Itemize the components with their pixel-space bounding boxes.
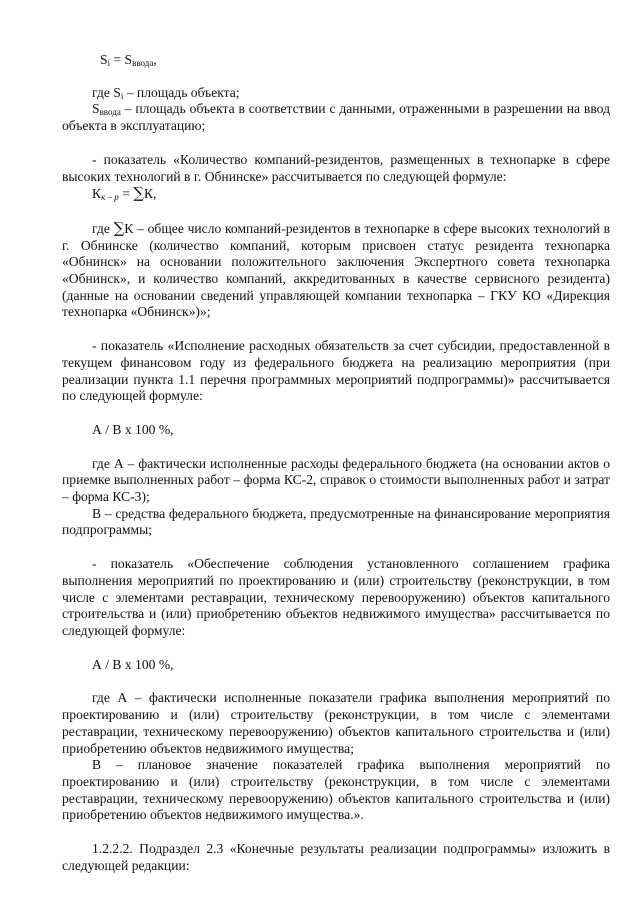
formula-ab-1: А / В х 100 %, <box>92 421 174 437</box>
clause-1-2-2-2: 1.2.2.2. Подраздел 2.3 «Конечные результаты реализации подпрограммы» изложить в следующей редакции: <box>62 841 610 873</box>
formula-k: $К_{к - р} = \sum К$, <box>92 184 157 203</box>
indicator-residents: - показатель «Количество компаний-резидентов, размещенных в технопарке в сфере высоких технологий в г. Обнинске» рассчитывается по следующей формуле: <box>62 151 610 184</box>
indicator-schedule: - показатель «Обеспечение соблюдения установленного соглашением графика выполнения мероприятий по проектированию и (или) строительству (реконструкции, в том числе с элементами реставрации, техническому перевооружению) объектов капитального строительства и (или) приобретению объектов недвижимого имущества» рассчитывается по следующей формуле: <box>62 556 610 638</box>
sigma-symbol: ∑ <box>113 218 125 237</box>
definition-b-1: В – средства федерального бюджета, предусмотренные на финансирование мероприятия подпрограммы; <box>62 505 610 538</box>
sigma-symbol: ∑ <box>133 184 144 203</box>
definition-b-2: В – плановое значение показателей графика выполнения мероприятий по проектированию и (или) строительству (реконструкции, в том числе с элементами реставрации, техническому перевооружению) объектов капитального строительства и (или) приобретению объектов недвижимого имущества.». <box>62 757 610 823</box>
definition-a-2: где А – фактически исполненные показатели графика выполнения мероприятий по проектированию и (или) строительству (реконструкции, в том числе с элементами реставрации, техническому перевооружению) объектов капитального строительства и (или) приобретению объектов недвижимого имущества; <box>62 690 610 756</box>
indicator-expenses: - показатель «Исполнение расходных обязательств за счет субсидии, предоставленной в текущем финансовом году из федерального бюджета на реализацию мероприятия (при реализации пункта 1.1 перечня программных мероприятий подпрограммы)» рассчитывается по следующей формуле: <box>62 338 610 404</box>
definition-k: где ∑К – общее число компаний-резидентов в технопарке в сфере высоких технологий в г. Обнинске (количество компаний, которым присвоен статус резидента технопарка «Обнинск» на основании положительного заключения Экспертного совета технопарка «Обнинск», и количество компаний, аккредитованных в качестве сервисного резидента) (данные на основании сведений управляющей компании технопарка – ГКУ КО «Дирекция технопарка «Обнинск»)»; <box>62 218 611 320</box>
formula-equals: = S <box>110 52 133 67</box>
formula-subscript: i <box>107 58 111 68</box>
formula-subscript: ввода <box>132 58 154 68</box>
definition-si: где $S_i$ – площадь объекта; <box>92 84 240 101</box>
definition-svvoda: $S_{ввода}$ – площадь объекта в соответствии с данными, отраженными в разрешении на ввод объекта в эксплуатацию; <box>62 101 610 134</box>
definition-a-1: где А – фактически исполненные расходы федерального бюджета (на основании актов о приемке выполненных работ – форма КС-2, справок о стоимости выполненных работ и затрат – форма КС-3); <box>62 455 610 505</box>
formula-symbol: S <box>100 52 108 67</box>
formula-tail: , <box>153 52 157 67</box>
formula-area <box>92 52 610 69</box>
formula-ab-2: А / В х 100 %, <box>92 656 174 672</box>
